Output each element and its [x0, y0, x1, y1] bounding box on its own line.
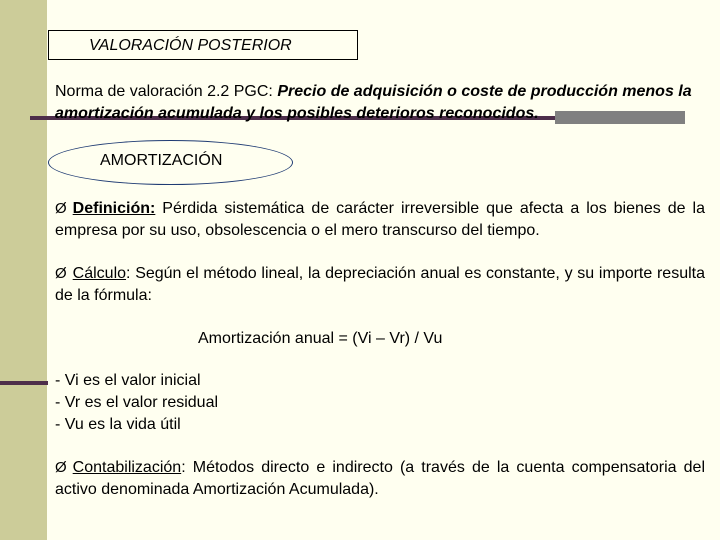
bullet-arrow-icon: Ø: [55, 265, 67, 282]
calculo-term: Cálculo: [72, 265, 127, 282]
definicion-text: Pérdida sistemática de carácter irreversible que afecta a los bienes de la empresa por su uso, obsolescencia o el mero transcurso del tiempo.: [55, 200, 705, 239]
norma-paragraph: [55, 81, 695, 125]
page-title: VALORACIÓN POSTERIOR: [48, 30, 358, 60]
horizontal-rule-side: [0, 381, 48, 385]
list-item: - Vu es la vida útil: [55, 416, 181, 433]
section-label: AMORTIZACIÓN: [100, 152, 223, 169]
contabilizacion-paragraph: [55, 457, 705, 501]
formula: Amortización anual = (Vi – Vr) / Vu: [198, 330, 443, 347]
definicion-paragraph: [55, 198, 705, 242]
variable-list: [55, 370, 218, 436]
left-decorative-band: [0, 0, 47, 540]
norma-prefix: Norma de valoración 2.2 PGC:: [55, 83, 278, 100]
norma-emphasis: Precio de adquisición o coste de producción menos la amortización acumulada y los posibles deterioros reconocidos.: [55, 83, 692, 122]
list-item: - Vi es el valor inicial: [55, 372, 201, 389]
bullet-arrow-icon: Ø: [55, 459, 67, 476]
contabilizacion-term: Contabilización: [72, 459, 182, 476]
list-item: - Vr es el valor residual: [55, 394, 219, 411]
contabilizacion-text: : Métodos directo e indirecto (a través de la cuenta compensatoria del activo denominada Amortización Acumulada).: [55, 459, 705, 498]
calculo-text: : Según el método lineal, la depreciación anual es constante, y su importe resulta de la fórmula:: [55, 265, 705, 304]
definicion-term: Definición:: [72, 200, 156, 217]
calculo-paragraph: [55, 263, 705, 307]
bullet-arrow-icon: Ø: [55, 200, 67, 217]
